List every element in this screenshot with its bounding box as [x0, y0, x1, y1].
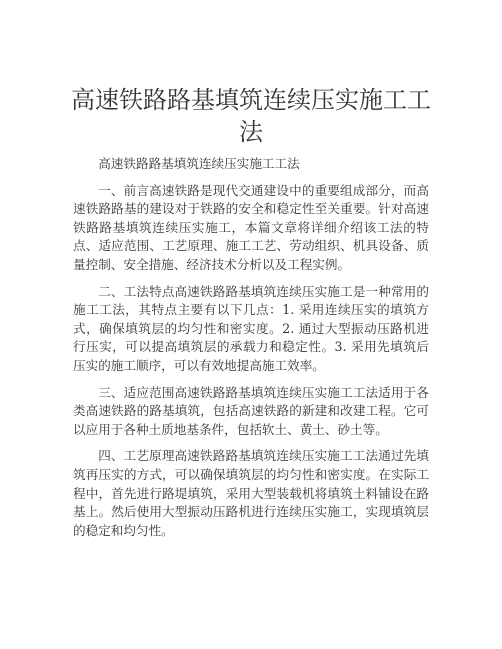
paragraph-principle: 四、工艺原理高速铁路路基填筑连续压实施工工法通过先填筑再压实的方式，可以确保填筑层的均匀性和密实度。在实际工程中，首先进行路堤填筑，采用大型装载机将填筑土料铺设在路基上。然后使用大型振动压路机进行连续压实施工，实现填筑层的稳定和均匀性。 [73, 448, 429, 538]
document-body [73, 155, 429, 548]
document-title: 高速铁路路基填筑连续压实施工工法 [71, 86, 431, 146]
paragraph-preface: 一、前言高速铁路是现代交通建设中的重要组成部分，而高速铁路路基的建设对于铁路的安全和稳定性至关重要。针对高速铁路路基填筑连续压实施工，本篇文章将详细介绍该工法的特点、适应范围、工艺原理、施工工艺、劳动组织、机具设备、质量控制、安全措施、经济技术分析以及工程实例。 [73, 182, 429, 272]
document-subtitle: 高速铁路路基填筑连续压实施工工法 [98, 156, 300, 171]
paragraph-features: 二、工法特点高速铁路路基填筑连续压实施工是一种常用的施工工法，其特点主要有以下几点：1. 采用连续压实的填筑方式，确保填筑层的均匀性和密实度。2. 通过大型振动压路机进行压实，可以提高填筑层的承载力和稳定性。3. 采用先填筑后压实的施工顺序，可以有效地提高施工效率。 [73, 283, 429, 373]
paragraph-scope: 三、适应范围高速铁路路基填筑连续压实施工工法适用于各类高速铁路的路基填筑，包括高速铁路的新建和改建工程。它可以应用于各种土质地基条件，包括软土、黄土、砂土等。 [73, 384, 429, 437]
